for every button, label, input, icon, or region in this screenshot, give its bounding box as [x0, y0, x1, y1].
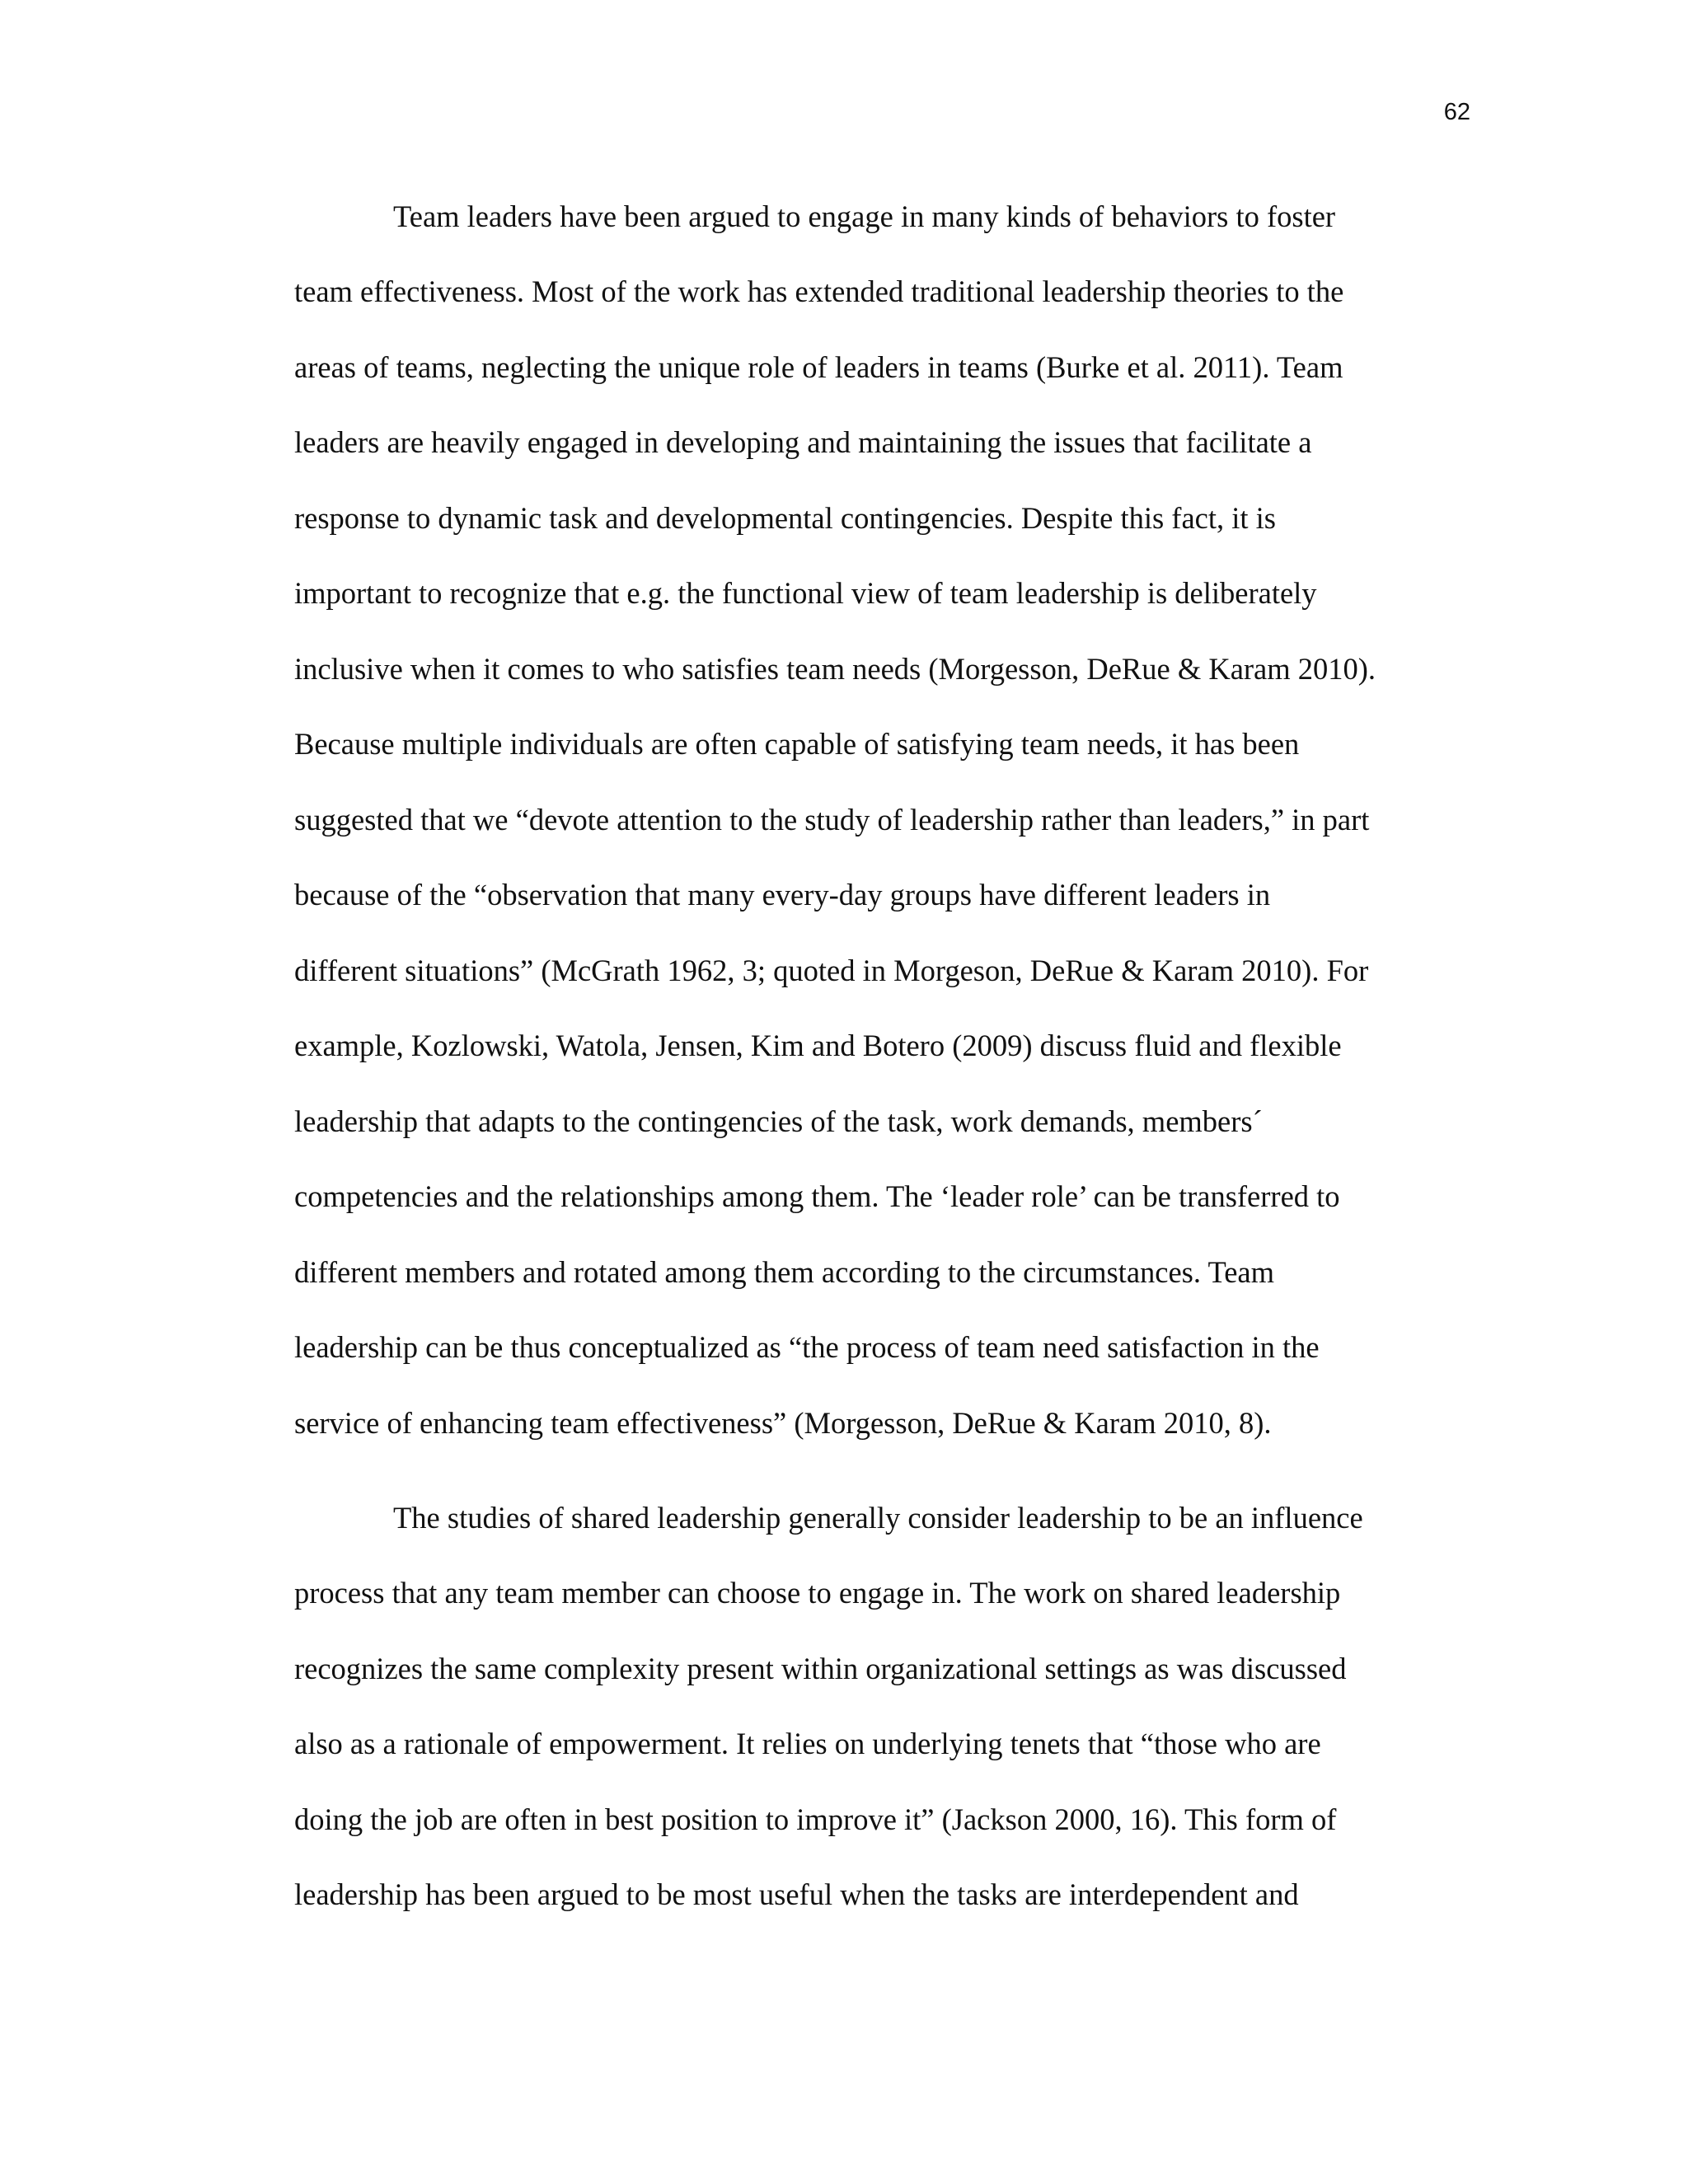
text-line: also as a rationale of empowerment. It relies on underlying tenets that “those who are	[294, 1727, 1321, 1760]
text-line: important to recognize that e.g. the functional view of team leadership is deliberately	[294, 576, 1317, 610]
text-line: leadership that adapts to the contingencies of the task, work demands, members´	[294, 1104, 1263, 1138]
text-line: leaders are heavily engaged in developing and maintaining the issues that facilitate a	[294, 425, 1312, 459]
text-line: team effectiveness. Most of the work has extended traditional leadership theories to the	[294, 274, 1344, 308]
text-line: different situations” (McGrath 1962, 3; quoted in Morgeson, DeRue & Karam 2010). For	[294, 954, 1369, 987]
text-line: service of enhancing team effectiveness” (Morgesson, DeRue & Karam 2010, 8).	[294, 1406, 1272, 1440]
text-line: Because multiple individuals are often capable of satisfying team needs, it has been	[294, 727, 1300, 761]
text-line: different members and rotated among them according to the circumstances. Team	[294, 1255, 1275, 1289]
text-line: areas of teams, neglecting the unique role of leaders in teams (Burke et al. 2011). Team	[294, 350, 1343, 384]
page-number: 62	[1443, 99, 1470, 125]
text-line: suggested that we “devote attention to the study of leadership rather than leaders,” in part	[294, 803, 1370, 837]
text-line: inclusive when it comes to who satisfies team needs (Morgesson, DeRue & Karam 2010).	[294, 652, 1376, 686]
text-line: example, Kozlowski, Watola, Jensen, Kim and Botero (2009) discuss fluid and flexible	[294, 1029, 1342, 1062]
text-line: doing the job are often in best position to improve it” (Jackson 2000, 16). This form of	[294, 1802, 1337, 1836]
text-line: because of the “observation that many every-day groups have different leaders in	[294, 878, 1271, 912]
text-line: competencies and the relationships among them. The ‘leader role’ can be transferred to	[294, 1179, 1340, 1213]
text-line: recognizes the same complexity present within organizational settings as was discussed	[294, 1652, 1347, 1685]
text-line: The studies of shared leadership generally consider leadership to be an influence	[393, 1501, 1363, 1535]
text-line: leadership can be thus conceptualized as “the process of team need satisfaction in the	[294, 1330, 1320, 1364]
text-line: process that any team member can choose to engage in. The work on shared leadership	[294, 1576, 1341, 1610]
text-line: Team leaders have been argued to engage in many kinds of behaviors to foster	[393, 199, 1336, 233]
text-line: leadership has been argued to be most useful when the tasks are interdependent and	[294, 1877, 1299, 1911]
text-line: response to dynamic task and developmental contingencies. Despite this fact, it is	[294, 501, 1277, 535]
